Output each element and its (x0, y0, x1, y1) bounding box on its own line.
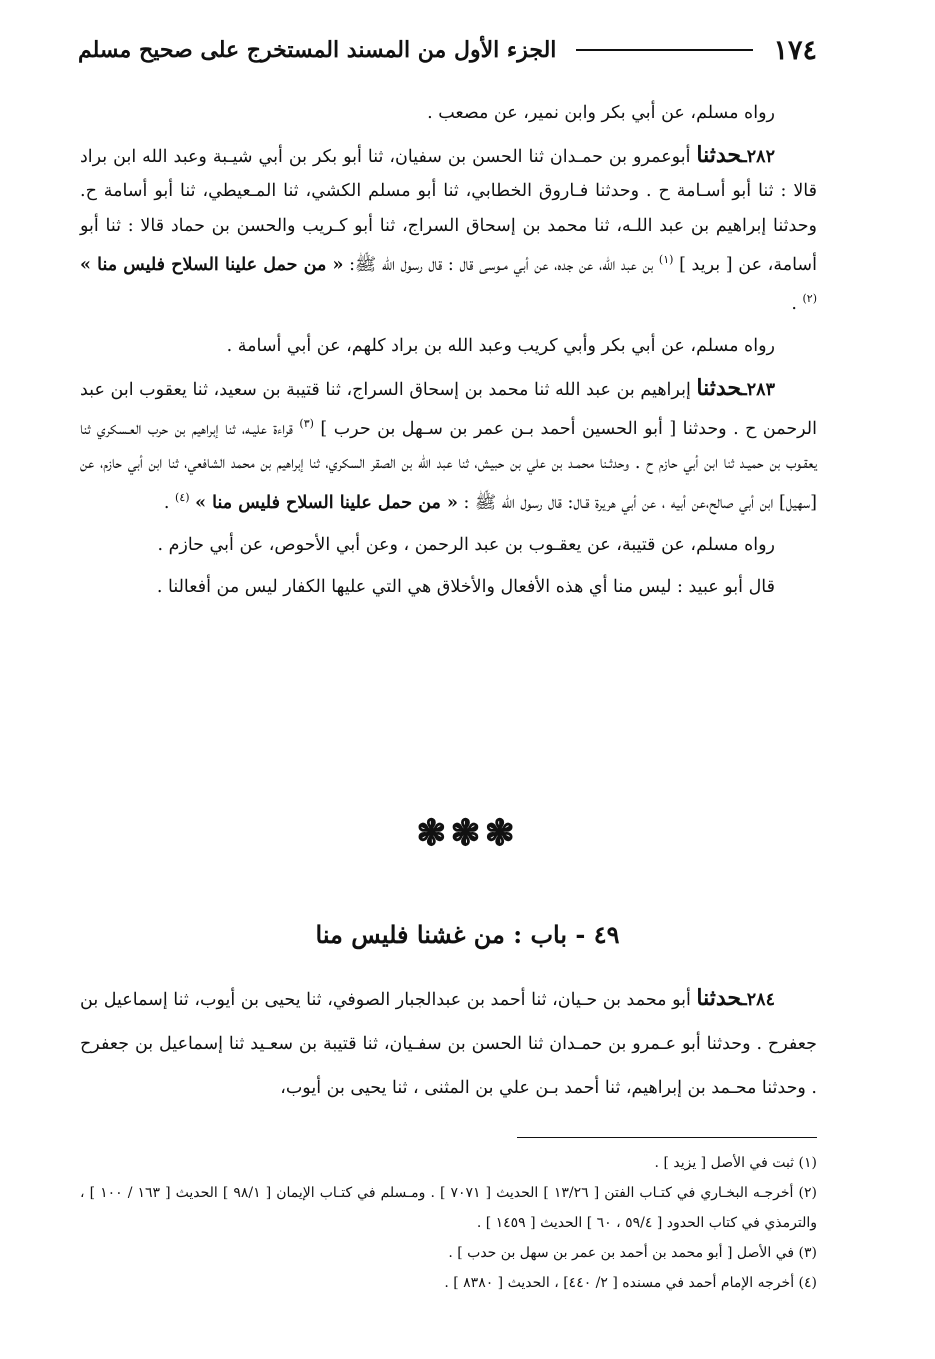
hadith-isnad: أبوعمرو بن حمـدان ثنا الحسن بن سفيان، ثنا أبو بكر بن أبي شيـبة وعبد الله ابن براد قالا : ثنا أبو أسـامة ح . وحدثنا فـاروق الخطابي، ثنا أبو مسلم الكشي، ثنا المـعيطي، ثنا أبو أسامة ح. وحدثنا إبراهيم بن عبد اللـه، ثنا محمد بن إسحاق السراج، ثنا أبو كـريب والحسن بن حماد قالا : ثنا أبو أسامة، عن [ بريد ] (80, 147, 817, 275)
hadith-isnad-cont: بن عبد الله، عن جده، عن أبي مـوسى قال : قال رسول الله ﷺ: (349, 254, 654, 275)
footnote-ref: (٤) (175, 490, 190, 504)
paragraph-riwaya-2: رواه مسلم، عن أبي بكر وأبي كريب وعبد الله بن براد كلهم، عن أبي أسامة . (226, 335, 775, 356)
hadith-isnad-cont: قراءة عليـه، ثنا إبراهيم بن حرب العـسكري ثنا يعقـوب بن حميـد ثنا ابن أبي حازم ح . وحدثـنا محمـد بن علي بن حبيش، ثنا عبد الله بن الصقر السكري، ثنا إبراهيم بن محمد الشافعي، ثنا ابن أبي حازم، عن [سهيل] ابن أبي صالح،عن أبيه ، عن أبي هريرة قـال: قال رسول الله ﷺ : (80, 419, 817, 513)
sentence-end: . (791, 293, 797, 314)
hadith-isnad: أبو محمد بن حـيان، ثنا أحمد بن عبدالجبار الصوفي، ثنا يحيى بن أيوب، ثنا إسماعيل بن جعفرح . وحدثنا أبو عـمرو بن حمـدان ثنا الحسن بن سفـيان، ثنا قتيبة بن سعـيد ثنا إسماعيل بن جعفرح . وحدثنا محـمد بن إبراهيم، ثنا أحمد بـن علي بن المثنى ، ثنا يحيى بن أيوب، (80, 990, 817, 1098)
footnote-ref: (١) (658, 252, 674, 266)
haddathana-word: حدثنا (696, 375, 742, 402)
footnote-3: (٣) في الأصل [ أبو محمد بن أحمد بن عمر بن سهل بن حدب ] . (448, 1245, 817, 1261)
footnote-1: (١) ثبت في الأصل [ يزيد ] . (654, 1155, 817, 1171)
hadith-number: ٢٨٣ـ (741, 380, 775, 401)
section-separator: ❃❃❃ (416, 812, 519, 854)
haddathana-word: حدثنا (696, 142, 742, 169)
paragraph-riwaya-1: رواه مسلم، عن أبي بكر وابن نمير، عن مصعب . (427, 103, 775, 123)
hadith-284 (80, 976, 817, 1110)
main-text-2 (80, 976, 817, 1118)
page-number: ١٧٤ (773, 34, 817, 66)
footnotes (80, 1148, 817, 1298)
footnote-2: (٢) أخرجـه البخـاري في كتـاب الفتن [ ١٣/٢٦ ] الحديث [ ٧٠٧١ ] . ومـسلم في كتـاب الإيمان [ ٩٨/١ ] الحديث [ ١٦٣ / ١٠٠ ] ، والترمذي في كتاب الحدود [ ٥٩/٤ ، ٦٠ ] الحديث [ ١٤٥٩ ] . (80, 1185, 817, 1231)
hadith-number: ٢٨٢ـ (741, 147, 775, 168)
main-text (80, 96, 817, 612)
hadith-matn: « من حمل علينا السلاح فليس منا » (195, 492, 458, 513)
hadith-matn: « من حمل علينا السلاح فليس منا » (80, 254, 344, 275)
header-rule (576, 49, 753, 51)
footnote-ref: (٣) (299, 417, 314, 431)
hadith-isnad: إبراهيم بن عبد الله ثنا محمد بن إسحاق السراج، ثنا قتيبة بن سعيد، ثنا يعقوب ابن عبد الرحمن ح . وحدثنا [ أبو الحسين أحمد بـن عمر بن سـهل بن حرب ] (80, 380, 817, 440)
chapter-heading: ٤٩ - باب : من غشنا فليس منا (315, 920, 620, 949)
hadith-283 (80, 371, 817, 519)
sentence-end: . (163, 492, 170, 513)
paragraph-abu-ubaid: قال أبو عبيد : ليس منا أي هذه الأفعال والأخلاق هي التي عليها الكفار ليس من أفعالنا . (156, 576, 775, 597)
hadith-number: ٢٨٤ـ (741, 990, 775, 1010)
running-title: الجزء الأول من المسند المستخرج على صحيح مسلم (78, 37, 557, 63)
page-header (78, 30, 817, 70)
footnote-4: (٤) أخرجه الإمام أحمد في مسنده [ ٢/ ٤٤٠] ، الحديث [ ٨٣٨٠ ] . (444, 1275, 817, 1291)
paragraph-riwaya-3: رواه مسلم، عن قتيبة، عن يعقـوب بن عبد الرحمن ، وعن أبي الأحوص، عن أبي حازم . (157, 534, 775, 555)
haddathana-word: حدثنا (696, 985, 742, 1011)
footnote-ref: (٢) (802, 291, 817, 305)
hadith-282 (80, 138, 817, 321)
footnote-rule (517, 1137, 817, 1138)
